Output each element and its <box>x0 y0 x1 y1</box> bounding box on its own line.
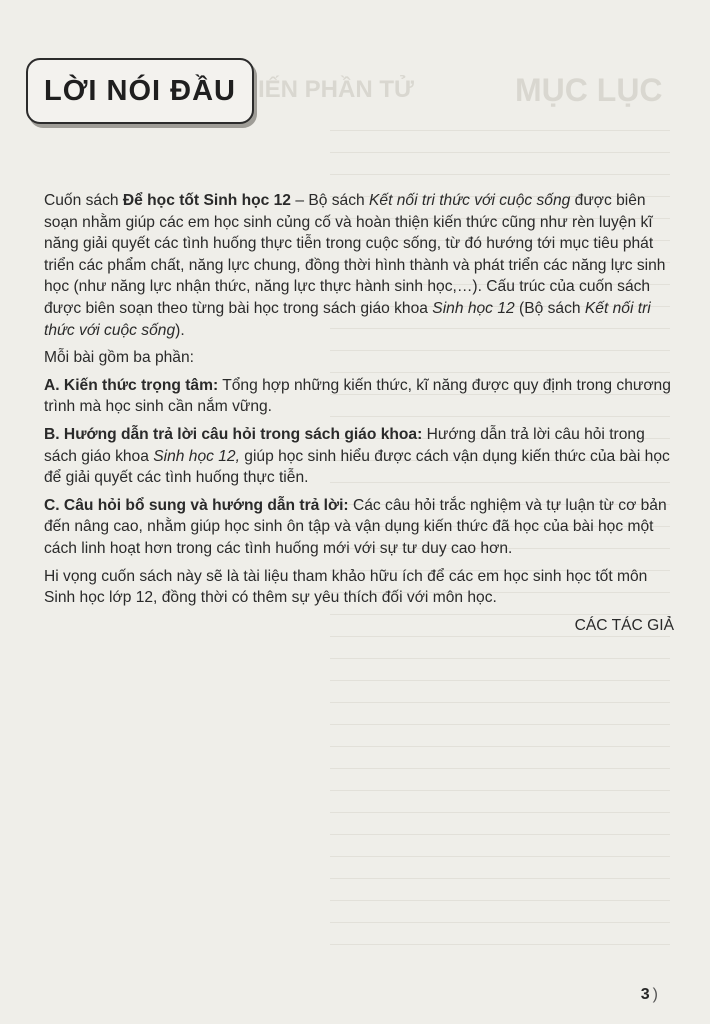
page-title-box <box>26 58 254 124</box>
part-a-heading: A. Kiến thức trọng tâm: <box>44 376 219 394</box>
part-a: A. Kiến thức trọng tâm: Tổng hợp những kiến thức, kĩ năng được quy định trong chương trình mà học sinh cần nắm vững. <box>44 376 671 416</box>
preface-body <box>44 190 674 642</box>
structure-intro: Mỗi bài gồm ba phần: <box>44 349 194 367</box>
signature: CÁC TÁC GIẢ <box>574 616 674 634</box>
page-title: LỜI NÓI ĐẦU <box>43 74 236 107</box>
part-c-heading: C. Câu hỏi bổ sung và hướng dẫn trả lời: <box>44 496 349 514</box>
page-number: 3 ) <box>640 986 658 1003</box>
textbook-name: Sinh học 12 <box>432 299 515 317</box>
series-name-2: Kết nối tri thức với cuộc sống <box>44 299 651 339</box>
part-c: C. Câu hỏi bổ sung và hướng dẫn trả lời: Các câu hỏi trắc nghiệm và tự luận từ cơ bản đến nâng cao, nhằm giúp học sinh ôn tập và vận dụng kiến thức đã học của bài học một cách linh hoạt hơn trong các tình huống mới với sự tư duy cao hơn. <box>44 496 667 557</box>
book-title: Để học tốt Sinh học 12 <box>122 192 291 209</box>
part-b-heading: B. Hướng dẫn trả lời câu hỏi trong sách giáo khoa: <box>44 425 423 443</box>
closing-paragraph: Hi vọng cuốn sách này sẽ là tài liệu tham khảo hữu ích để các em học sinh học tốt môn Sinh học lớp 12, đồng thời có thêm sự yêu thích đối với môn học. <box>44 567 648 607</box>
part-b: B. Hướng dẫn trả lời câu hỏi trong sách giáo khoa: Hướng dẫn trả lời câu hỏi trong sách giáo khoa Sinh học 12, giúp học sinh hiểu được cách vận dụng kiến thức của bài học để giải quyết các tình huống thực tiễn. <box>44 425 670 487</box>
intro-paragraph: Cuốn sách Để học tốt Sinh học 12 – Bộ sách Kết nối tri thức với cuộc sống được biên soạn nhằm giúp các em học sinh củng cố và hoàn thiện kiến thức cũng như rèn luyện kĩ năng giải quyết các tình huống thực tiễn trong cuộc sống, từ đó hướng tới mục tiêu phát triển các phẩm chất, năng lực chung, đồng thời hình thành và phát triển các năng lực sinh học (như năng lực nhận thức, năng lực thực hành sinh học,…). Cấu trúc của cuốn sách được biên soạn theo từng bài học trong sách giáo khoa Sinh học 12 (Bộ sách Kết nối tri thức với cuộc sống). <box>44 192 666 339</box>
page-number-bracket-icon: ) <box>652 986 658 1003</box>
series-name: Kết nối tri thức với cuộc sống <box>369 192 571 209</box>
